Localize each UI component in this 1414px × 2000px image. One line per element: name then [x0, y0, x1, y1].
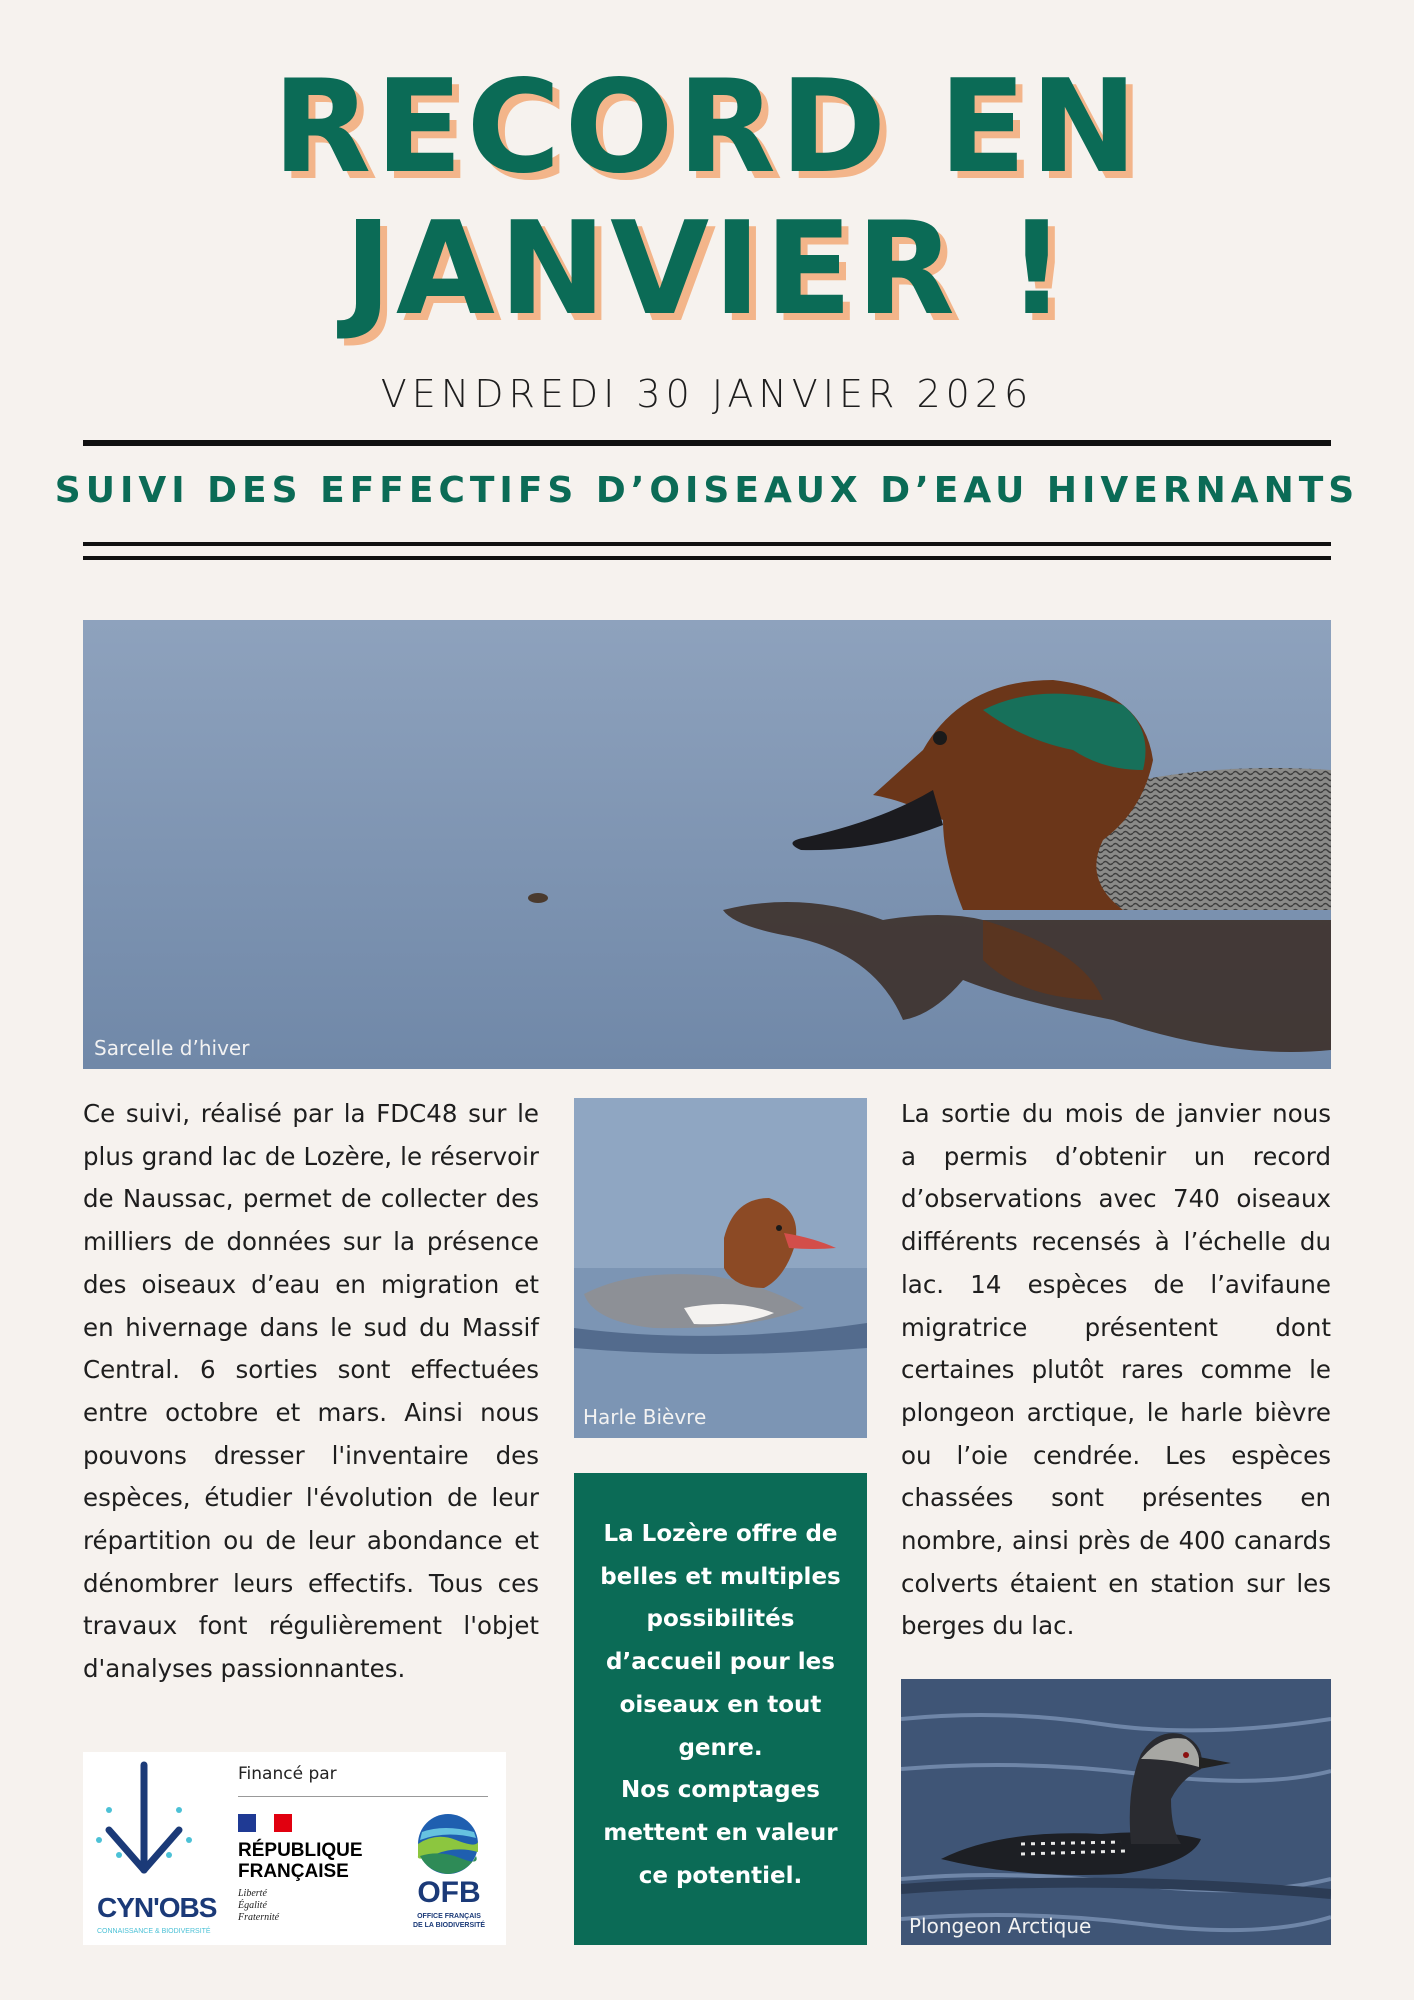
headline-line-1: RECORD EN [272, 53, 1142, 202]
ofb-name: OFB [417, 1876, 481, 1909]
republique-motto [238, 1888, 279, 1924]
article-left-column: Ce suivi, réalisé par la FDC48 sur le plus grand lac de Lozère, le réservoir de Naussac, permet de collecter des milliers de données sur la présence des oiseaux d’eau en migration et en hivernage dans le sud du Massif Central. 6 sorties sont effectuées entre octobre et mars. Ainsi nous pouvons dresser l'inventaire des espèces, étudier l'évolution de leur répartition ou de leur abondance et dénombrer leurs effectifs. Tous ces travaux font régulièrement l'objet d'analyses passionnantes. [83, 1099, 539, 1684]
ofb-full-name [405, 1912, 493, 1930]
cynobs-tagline: CONNAISSANCE & BIODIVERSITÉ [97, 1928, 211, 1935]
funding-logos [83, 1752, 506, 1945]
headline-line-2: JANVIER ! [344, 195, 1070, 344]
photo-merganser [574, 1098, 867, 1438]
issue-date: VENDREDI 30 JANVIER 2026 [380, 372, 1034, 416]
cynobs-logo-icon [89, 1760, 199, 1910]
merganser-caption: Harle Bièvre [583, 1405, 707, 1429]
republique-line-2: FRANÇAISE [238, 1861, 349, 1882]
loon-caption: Plongeon Arctique [909, 1914, 1092, 1938]
funded-by-label: Financé par [238, 1764, 337, 1784]
section-subtitle: SUIVI DES EFFECTIFS D’OISEAUX D’EAU HIVERNANTS [54, 470, 1360, 511]
ofb-line-1: OFFICE FRANÇAIS [417, 1913, 481, 1920]
motto-liberte: Liberté [238, 1888, 267, 1899]
callout-text-2: Nos comptages mettent en valeur ce potentiel. [603, 1777, 838, 1889]
motto-egalite: Égalité [238, 1900, 267, 1911]
republique-name [238, 1840, 363, 1882]
funded-divider [238, 1796, 488, 1797]
ofb-line-2: DE LA BIODIVERSITÉ [412, 1922, 486, 1929]
hero-caption: Sarcelle d’hiver [94, 1036, 250, 1060]
hero-photo-teal [83, 620, 1331, 1069]
ofb-logo-icon [416, 1812, 480, 1876]
callout-box [574, 1473, 867, 1945]
photo-loon [901, 1679, 1331, 1945]
article-right-column: La sortie du mois de janvier nous a permis d’obtenir un record d’observations avec 740 oiseaux différents recensés à l’échelle du lac. 14 espèces de l’avifaune migratrice présentent dont certaines plutôt rares comme le plongeon arctique, le harle bièvre ou l’oie cendrée. Les espèces chassées sont présentes en nombre, ainsi près de 400 canards colverts étaient en station sur les berges du lac. [901, 1099, 1331, 1641]
motto-fraternite: Fraternité [238, 1912, 280, 1923]
bottom-divider-1 [83, 542, 1331, 546]
callout-text-1: La Lozère offre de belles et multiples possibilités d’accueil pour les oiseaux en tout genre. [600, 1521, 841, 1761]
republique-line-1: RÉPUBLIQUE [238, 1840, 363, 1861]
cynobs-name: CYN'OBS [97, 1892, 217, 1923]
bottom-divider-2 [83, 556, 1331, 560]
french-flag-icon [238, 1814, 294, 1832]
top-divider [83, 440, 1331, 446]
